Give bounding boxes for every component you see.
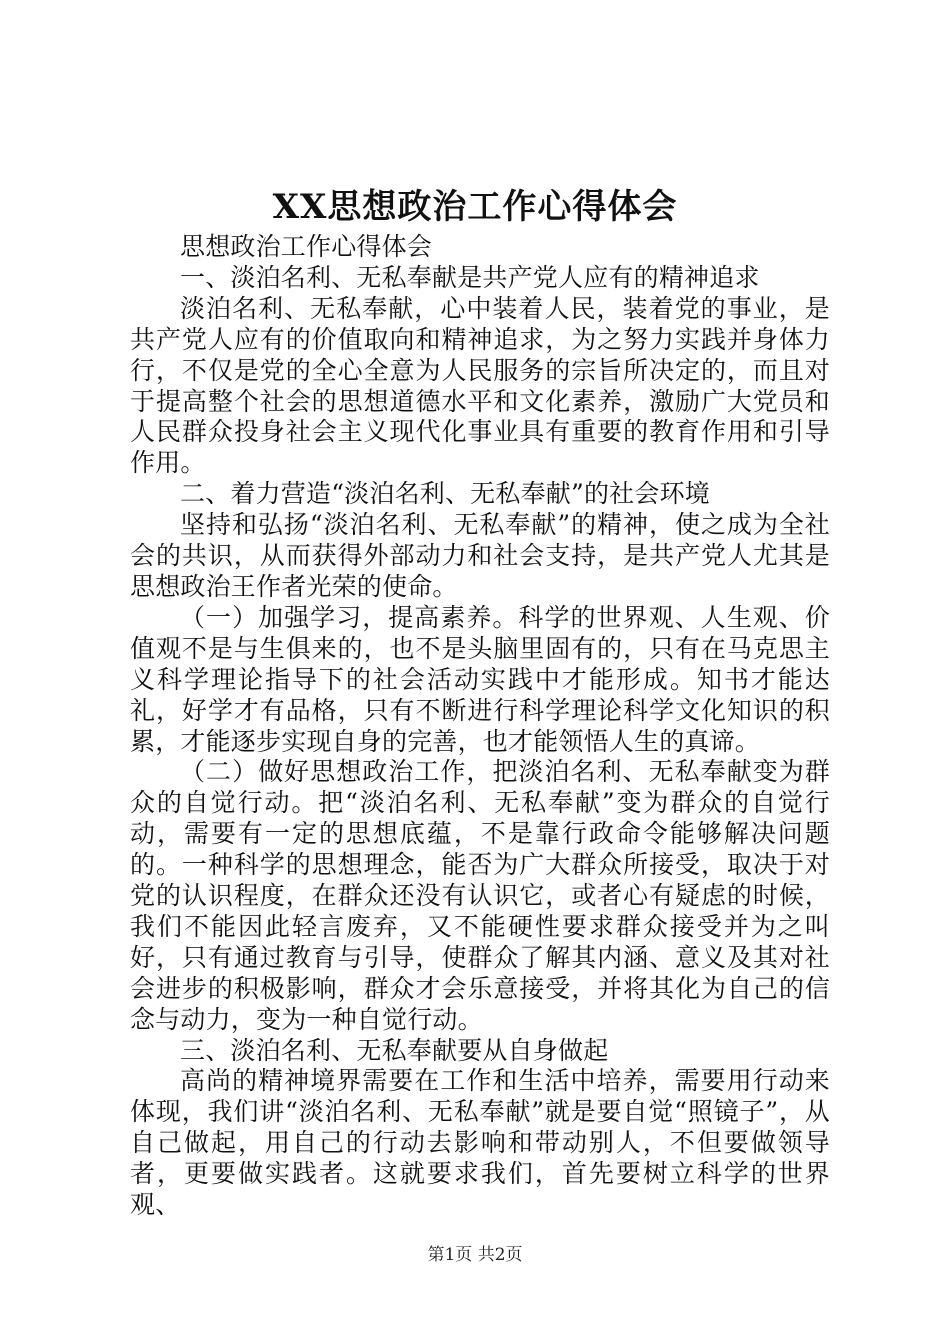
section-heading-1: 一、淡泊名利、无私奉献是共产党人应有的精神追求	[180, 262, 760, 292]
paragraph: 高尚的精神境界需要在工作和生活中培养，需要用行动来体现，我们讲“淡泊名利、无私奉献”就是要自觉“照镜子”，从自己做起，用自己的行动去影响和带动别人，不但要做领导者，更要做实践者。这就要求我们，首先要树立科学的世界观、	[130, 1066, 830, 1220]
paragraph: （一）加强学习，提高素养。科学的世界观、人生观、价值观不是与生俱来的，也不是头脑里固有的，只有在马克思主义科学理论指导下的社会活动实践中才能形成。知书才能达礼，好学才有品格，只有不断进行科学理论科学文化知识的积累，才能逐步实现自身的完善，也才能领悟人生的真谛。	[130, 602, 830, 756]
document-title: XX思想政治工作心得体会	[272, 187, 678, 227]
paragraph: 淡泊名利、无私奉献，心中装着人民，装着党的事业，是共产党人应有的价值取向和精神追求，为之努力实践并身体力行，不仅是党的全心全意为人民服务的宗旨所决定的，而且对于提高整个社会的思想道德水平和文化素养，激励广大党员和人民群众投身社会主义现代化事业具有重要的教育作用和引导作用。	[130, 293, 830, 478]
page-number-footer: 第1页 共2页	[427, 1245, 523, 1265]
paragraph: （二）做好思想政治工作，把淡泊名利、无私奉献变为群众的自觉行动。把“淡泊名利、无私奉献”变为群众的自觉行动，需要有一定的思想底蕴，不是靠行政命令能够解决问题的。一种科学的思想理念，能否为广大群众所接受，取决于对党的认识程度，在群众还没有认识它，或者心有疑虑的时候，我们不能因此轻言废弃，又不能硬性要求群众接受并为之叫好，只有通过教育与引导，使群众了解其内涵、意义及其对社会进步的积极影响，群众才会乐意接受，并将其化为自己的信念与动力，变为一种自觉行动。	[130, 757, 830, 1034]
section-heading-2: 二、着力营造“淡泊名利、无私奉献”的社会环境	[180, 479, 710, 509]
paragraph: 坚持和弘扬“淡泊名利、无私奉献”的精神，使之成为全社会的共识，从而获得外部动力和社会支持，是共产党人尤其是思想政治王作者光荣的使命。	[130, 510, 830, 601]
document-body	[130, 232, 830, 1221]
section-heading-3: 三、淡泊名利、无私奉献要从自身做起	[180, 1035, 609, 1065]
paragraph-subtitle: 思想政治工作心得体会	[180, 232, 433, 261]
